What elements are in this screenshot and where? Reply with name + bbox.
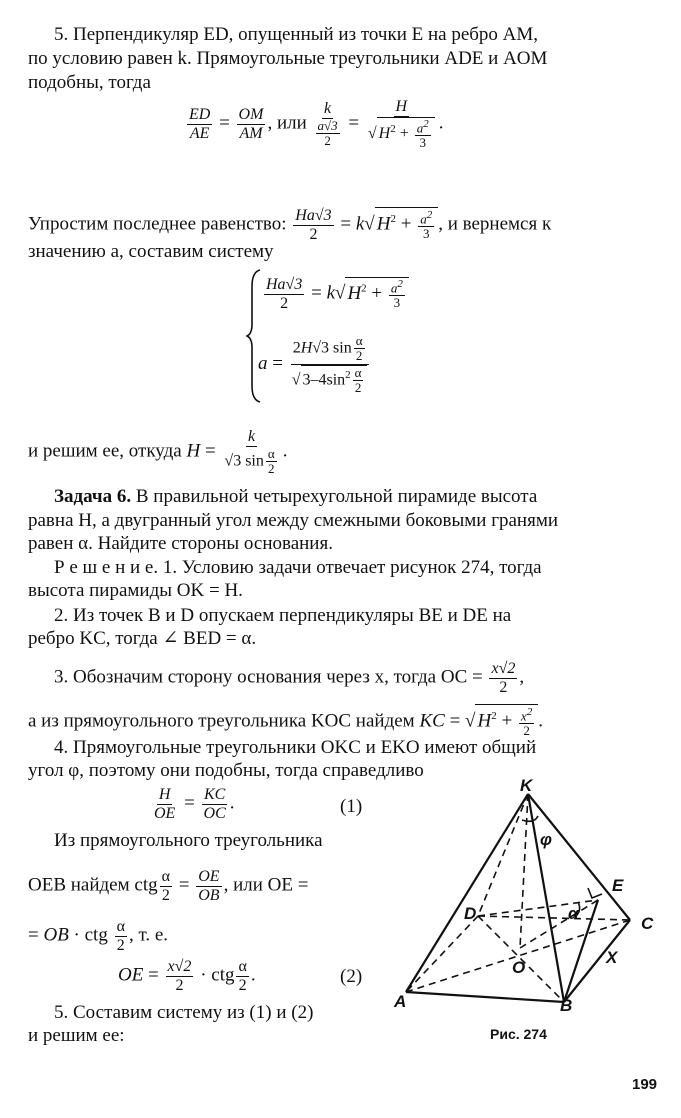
p5-line1: 5. Перпендикуляр ED, опущенный из точки E на ребро AM, xyxy=(54,24,539,45)
solution-4a: 4. Прямоугольные треугольники OKC и EKO имеют общий xyxy=(54,737,537,758)
system-eq2: a = 2H√3 sin $\frac{\alpha}{2}$ √ $3-4\sin^2$ $\frac{\alpha}{2}$ xyxy=(258,334,371,395)
task6-line3: равен α. Найдите стороны основания. xyxy=(28,533,333,554)
label-O: O xyxy=(512,958,526,977)
solve-line: и решим ее, откуда H = k √3 sin $\frac{\alpha}{2}$ . xyxy=(28,428,288,476)
label-B: B xyxy=(560,996,573,1015)
ob-ctg-line: = OB · ctg $\frac{\alpha}{2}$ , т. е. xyxy=(28,918,169,954)
simplify-line: Упростим последнее равенство: $\frac{Ha√3}{2}$ = k√ $H^2$ + $\frac{a^2}{3}$ , и вернемся к xyxy=(28,207,552,243)
solution-3a: 3. Обозначим сторону основания через x, тогда OC = $\frac{x√2}{2}$ , xyxy=(54,660,525,696)
eq-number-1: (1) xyxy=(340,796,363,817)
eq-number-2: (2) xyxy=(340,966,363,987)
figure-caption: Рис. 274 xyxy=(490,1026,547,1042)
label-K: K xyxy=(520,776,533,795)
solution-2a: 2. Из точек B и D опускаем перпендикуляры BE и DE на xyxy=(54,605,512,626)
oeb-line: OEB найдем ctg $\frac{\alpha}{2}$ = $\frac{OE}{OB}$ , или OE = xyxy=(28,868,309,904)
or-word: или xyxy=(276,112,307,134)
solution-3b: а из прямоугольного треугольника KOC найдем KC = √ $H^2$ + $\frac{x^2}{2}$ . xyxy=(28,705,543,739)
task6-line1: Задача 6. В правильной четырехугольной пирамиде высота xyxy=(54,486,538,507)
pyramid-figure xyxy=(392,780,662,1020)
simplify-line2: значению a, составим систему xyxy=(28,241,274,262)
label-phi: φ xyxy=(540,830,552,849)
formula-1: $\frac{H}{OE}$ = $\frac{KC}{OC}$ . xyxy=(154,786,235,822)
label-E: E xyxy=(612,876,624,895)
solution-1a: Р е ш е н и е. 1. Условию задачи отвечает рисунок 274, тогда xyxy=(54,557,542,578)
label-A: A xyxy=(394,992,407,1011)
formula-2: OE = $\frac{x√2}{2}$ · ctg $\frac{\alpha}{2}$ . xyxy=(118,958,256,994)
p5-line3: подобны, тогда xyxy=(28,72,151,93)
p5-line2: по условию равен k. Прямоугольные треугольники ADE и AOM xyxy=(28,48,548,69)
solution-5a: 5. Составим систему из (1) и (2) xyxy=(54,1002,314,1023)
label-C: C xyxy=(641,914,654,933)
solution-5b: и решим ее: xyxy=(28,1025,125,1046)
formula-similarity: $\frac{ED}{AE}$ = $\frac{OM}{AM}$ , или $\frac{k}{\frac{a√3}{2}}$ = H √ $H^2$ + $\frac{a^2}{3}$ . xyxy=(189,98,444,151)
task6-title: Задача 6. xyxy=(54,486,132,507)
solution-4b: угол φ, поэтому они подобны, тогда справедливо xyxy=(28,760,424,781)
solution-2b: ребро KC, тогда ∠ BED = α. xyxy=(28,628,257,649)
page-number: 199 xyxy=(632,1076,658,1093)
label-alpha: α xyxy=(568,904,579,923)
system-eq1: $\frac{Ha√3}{2}$ = k√ $H^2$ + $\frac{a^2}{3}$ xyxy=(262,276,409,312)
label-D: D xyxy=(464,904,477,923)
triangle-line: Из прямоугольного треугольника xyxy=(54,830,323,851)
task6-line2: равна H, а двугранный угол между смежными боковыми гранями xyxy=(28,510,559,531)
solution-1b: высота пирамиды OK = H. xyxy=(28,580,243,601)
label-X: X xyxy=(606,948,618,967)
